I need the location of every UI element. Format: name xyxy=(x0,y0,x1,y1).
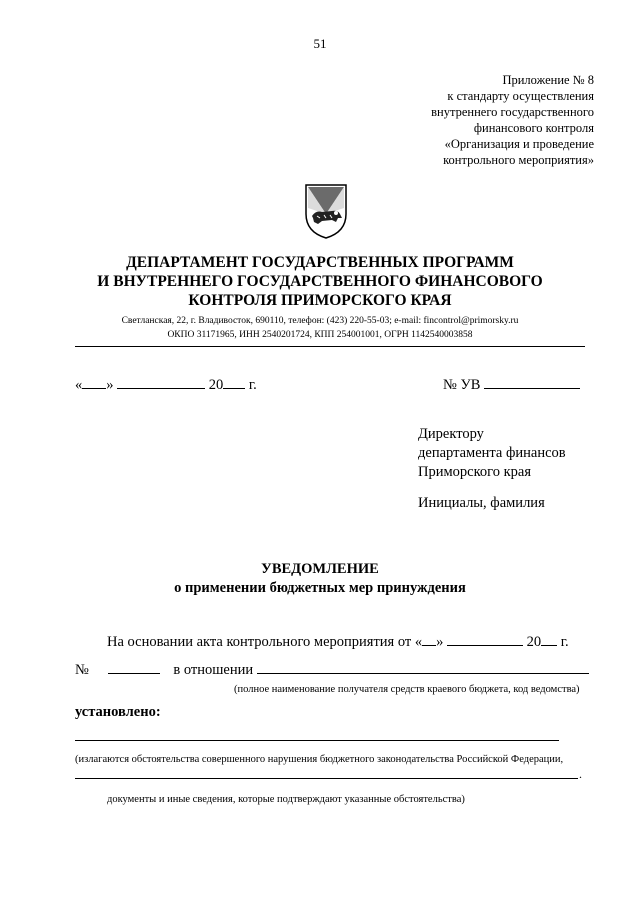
number-label: № УВ xyxy=(443,377,481,393)
coat-of-arms-icon xyxy=(300,180,352,240)
basis-year-prefix: 20 xyxy=(526,634,542,650)
established-label: установлено: xyxy=(75,704,161,720)
address-block xyxy=(0,314,640,342)
appendix-reference xyxy=(334,72,594,168)
number-sign: № xyxy=(75,662,89,678)
document-number-field xyxy=(443,374,580,394)
date-open-quote: « xyxy=(75,377,83,393)
appendix-line: финансового контроля xyxy=(473,121,594,135)
basis-line xyxy=(107,631,569,651)
regard-hint: (полное наименование получателя средств краевого бюджета, код ведомства) xyxy=(234,684,580,695)
basis-close-quote: » xyxy=(436,634,444,650)
date-suffix: г. xyxy=(248,377,257,393)
department-line: КОНТРОЛЯ ПРИМОРСКОГО КРАЯ xyxy=(188,292,452,309)
basis-month-blank[interactable] xyxy=(447,631,523,646)
appendix-line: к стандарту осуществления xyxy=(447,89,594,103)
address-line: Светланская, 22, г. Владивосток, 690110, телефон: (423) 220-55-03; e-mail: fincontrol@primorsky.ru xyxy=(121,316,519,326)
line-end-dot: . xyxy=(579,767,582,781)
basis-text: На основании акта контрольного мероприятия от « xyxy=(107,634,423,650)
notice-title-block xyxy=(0,560,640,598)
violation-blank-line-2[interactable] xyxy=(75,778,578,779)
basis-year-blank[interactable] xyxy=(541,631,557,646)
department-header xyxy=(0,253,640,310)
recipient-name-blank[interactable] xyxy=(257,659,589,674)
documents-hint: документы и иные сведения, которые подтверждают указанные обстоятельства) xyxy=(107,794,465,805)
recipient-block xyxy=(418,425,566,482)
notice-subtitle: о применении бюджетных мер принуждения xyxy=(174,580,466,596)
department-line: ДЕПАРТАМЕНТ ГОСУДАРСТВЕННЫХ ПРОГРАММ xyxy=(126,254,514,271)
date-field xyxy=(75,374,257,394)
recipient-line: Директору xyxy=(418,426,484,442)
appendix-line: «Организация и проведение xyxy=(444,137,594,151)
department-line: И ВНУТРЕННЕГО ГОСУДАРСТВЕННОГО ФИНАНСОВОГО xyxy=(97,273,543,290)
act-number-blank[interactable] xyxy=(108,659,160,674)
day-blank[interactable] xyxy=(82,374,106,389)
recipient-line: департамента финансов xyxy=(418,445,566,461)
number-blank[interactable] xyxy=(484,374,580,389)
regard-text: в отношении xyxy=(173,662,254,678)
page-number: 51 xyxy=(313,36,327,51)
year-blank[interactable] xyxy=(223,374,245,389)
violation-blank-line[interactable] xyxy=(75,740,559,741)
regard-line xyxy=(75,659,589,679)
violation-hint: (излагаются обстоятельства совершенного нарушения бюджетного законодательства Российской Федерации, xyxy=(75,754,564,765)
year-prefix: 20 xyxy=(208,377,224,393)
month-blank[interactable] xyxy=(117,374,205,389)
appendix-line: внутреннего государственного xyxy=(431,105,594,119)
basis-day-blank[interactable] xyxy=(422,631,436,646)
notice-title: УВЕДОМЛЕНИЕ xyxy=(261,561,379,577)
appendix-line: Приложение № 8 xyxy=(502,73,594,87)
date-close-quote: » xyxy=(106,377,114,393)
header-divider xyxy=(75,346,585,347)
appendix-line: контрольного мероприятия» xyxy=(443,153,594,167)
recipient-line: Приморского края xyxy=(418,464,532,480)
recipient-initials: Инициалы, фамилия xyxy=(418,495,545,511)
codes-line: ОКПО 31171965, ИНН 2540201724, КПП 254001001, ОГРН 1142540003858 xyxy=(167,330,473,340)
basis-suffix: г. xyxy=(560,634,569,650)
